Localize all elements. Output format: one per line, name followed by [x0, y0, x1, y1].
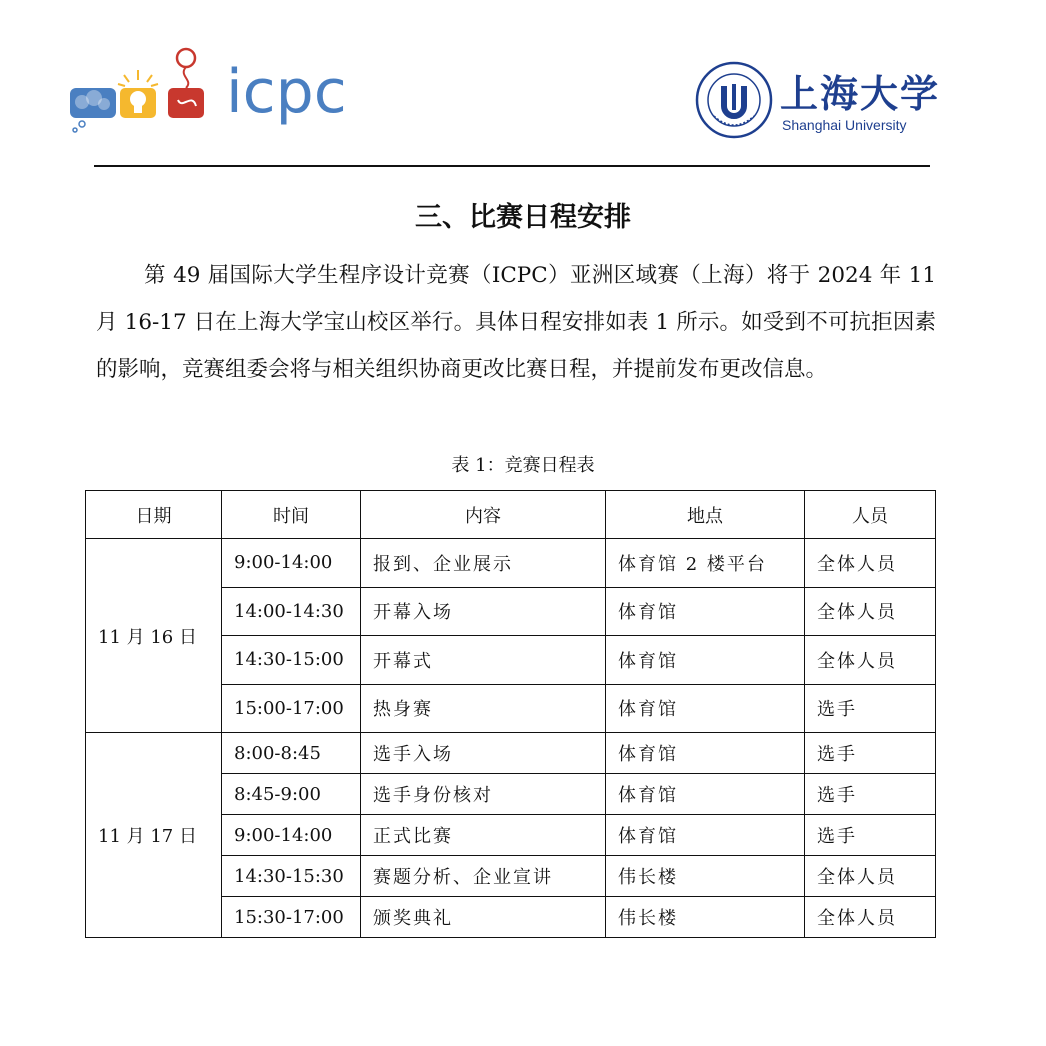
content-cell: 开幕入场: [361, 587, 606, 636]
place-cell: 体育馆: [606, 684, 805, 733]
header-place: 地点: [606, 491, 805, 539]
university-name-cn: 上海大学: [780, 71, 941, 116]
university-name-en: Shanghai University: [782, 117, 907, 133]
table-row: [86, 733, 936, 774]
header-people: 人员: [805, 491, 936, 539]
people-cell: 全体人员: [805, 856, 936, 897]
table-row: [86, 539, 936, 588]
icpc-wordmark: icpc: [226, 57, 347, 127]
shanghai-university-seal-icon: [694, 56, 774, 144]
time-cell: 15:30-17:00: [222, 897, 361, 938]
content-cell: 开幕式: [361, 636, 606, 685]
time-cell: 9:00-14:00: [222, 815, 361, 856]
header-divider: [94, 165, 930, 167]
people-cell: 选手: [805, 815, 936, 856]
time-cell: 14:30-15:30: [222, 856, 361, 897]
table-caption: 表 1：竞赛日程表: [451, 455, 595, 476]
place-cell: 体育馆: [606, 733, 805, 774]
place-cell: 体育馆: [606, 636, 805, 685]
time-cell: 14:00-14:30: [222, 587, 361, 636]
place-cell: 体育馆: [606, 774, 805, 815]
intro-paragraph: 第 49 届国际大学生程序设计竞赛（ICPC）亚洲区域赛（上海）将于 2024 年 11 月 16-17 日在上海大学宝山校区举行。具体日程安排如表 1 所示。如受到不可抗拒因素的影响，竞赛组委会将与相关组织协商更改比赛日程，并提前发布更改信息。: [96, 263, 936, 382]
time-cell: 9:00-14:00: [222, 539, 361, 588]
document-header: [0, 0, 1046, 170]
header-time: 时间: [222, 491, 361, 539]
place-cell: 体育馆: [606, 587, 805, 636]
content-cell: 选手入场: [361, 733, 606, 774]
content-cell: 赛题分析、企业宣讲: [361, 856, 606, 897]
schedule-table: [85, 490, 936, 938]
content-cell: 热身赛: [361, 684, 606, 733]
people-cell: 选手: [805, 684, 936, 733]
content-cell: 选手身份核对: [361, 774, 606, 815]
people-cell: 全体人员: [805, 587, 936, 636]
people-cell: 全体人员: [805, 539, 936, 588]
people-cell: 全体人员: [805, 636, 936, 685]
content-cell: 报到、企业展示: [361, 539, 606, 588]
section-title: 三、比赛日程安排: [415, 202, 631, 233]
place-cell: 体育馆: [606, 815, 805, 856]
people-cell: 全体人员: [805, 897, 936, 938]
table-header-row: [86, 491, 936, 539]
content-cell: 正式比赛: [361, 815, 606, 856]
place-cell: 伟长楼: [606, 856, 805, 897]
header-content: 内容: [361, 491, 606, 539]
people-cell: 选手: [805, 733, 936, 774]
time-cell: 8:00-8:45: [222, 733, 361, 774]
date-cell: 11 月 17 日: [86, 733, 222, 938]
people-cell: 选手: [805, 774, 936, 815]
place-cell: 伟长楼: [606, 897, 805, 938]
time-cell: 8:45-9:00: [222, 774, 361, 815]
time-cell: 15:00-17:00: [222, 684, 361, 733]
time-cell: 14:30-15:00: [222, 636, 361, 685]
content-cell: 颁奖典礼: [361, 897, 606, 938]
header-date: 日期: [86, 491, 222, 539]
icpc-logo-icon: [68, 44, 218, 134]
date-cell: 11 月 16 日: [86, 539, 222, 733]
place-cell: 体育馆 2 楼平台: [606, 539, 805, 588]
